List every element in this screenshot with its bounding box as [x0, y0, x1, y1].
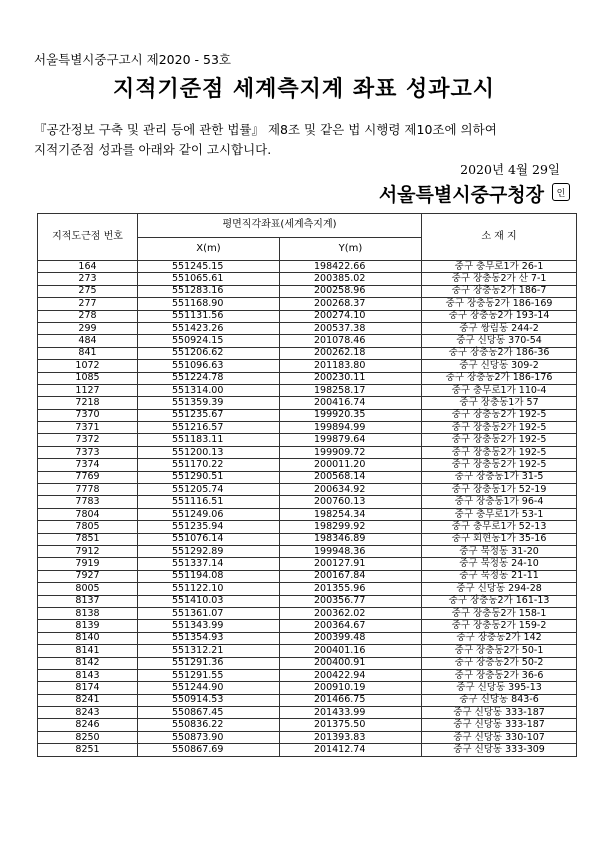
x-coordinate-cell: 551200.13 — [138, 446, 280, 458]
table-row — [38, 459, 577, 471]
location-cell: 중구 신당동 333-309 — [422, 744, 577, 756]
y-coordinate-cell: 200274.10 — [280, 310, 422, 322]
point-number-cell: 8141 — [38, 645, 138, 657]
x-coordinate-cell: 551312.21 — [138, 645, 280, 657]
x-coordinate-cell: 551410.03 — [138, 595, 280, 607]
table-row — [38, 570, 577, 582]
point-number-cell: 8140 — [38, 632, 138, 644]
table-row — [38, 360, 577, 372]
point-number-cell: 8137 — [38, 595, 138, 607]
point-number-cell: 8143 — [38, 669, 138, 681]
point-number-cell: 7927 — [38, 570, 138, 582]
point-number-cell: 164 — [38, 261, 138, 273]
table-row — [38, 335, 577, 347]
table-row — [38, 384, 577, 396]
location-cell: 중구 장충동2가 186-176 — [422, 372, 577, 384]
point-number-cell: 8243 — [38, 707, 138, 719]
table-row — [38, 285, 577, 297]
point-number-cell: 8246 — [38, 719, 138, 731]
y-coordinate-cell: 200760.13 — [280, 496, 422, 508]
location-cell: 중구 장충동2가 193-14 — [422, 310, 577, 322]
x-coordinate-cell: 551245.15 — [138, 261, 280, 273]
x-coordinate-cell: 551076.14 — [138, 533, 280, 545]
location-cell: 중구 장충동2가 50-2 — [422, 657, 577, 669]
table-row — [38, 261, 577, 273]
table-row — [38, 521, 577, 533]
location-cell: 중구 장충동2가 161-13 — [422, 595, 577, 607]
issuer-name: 서울특별시중구청장 — [378, 184, 544, 206]
x-coordinate-cell: 551206.62 — [138, 347, 280, 359]
y-coordinate-cell: 201355.96 — [280, 583, 422, 595]
point-number-cell: 7919 — [38, 558, 138, 570]
point-number-cell: 8251 — [38, 744, 138, 756]
y-coordinate-cell: 200910.19 — [280, 682, 422, 694]
point-number-cell: 7912 — [38, 545, 138, 557]
point-number-cell: 7783 — [38, 496, 138, 508]
table-row — [38, 595, 577, 607]
location-cell: 중구 신당동 330-107 — [422, 731, 577, 743]
x-coordinate-cell: 551291.55 — [138, 669, 280, 681]
point-number-cell: 7373 — [38, 446, 138, 458]
point-number-cell: 8174 — [38, 682, 138, 694]
y-coordinate-cell: 200167.84 — [280, 570, 422, 582]
header-location: 소 재 지 — [422, 214, 577, 261]
table-row — [38, 694, 577, 706]
point-number-cell: 7372 — [38, 434, 138, 446]
location-cell: 중구 장충동2가 192-5 — [422, 446, 577, 458]
location-cell: 중구 신당동 370-54 — [422, 335, 577, 347]
y-coordinate-cell: 201183.80 — [280, 360, 422, 372]
x-coordinate-cell: 551314.00 — [138, 384, 280, 396]
y-coordinate-cell: 200258.96 — [280, 285, 422, 297]
point-number-cell: 7851 — [38, 533, 138, 545]
x-coordinate-cell: 551291.36 — [138, 657, 280, 669]
table-row — [38, 731, 577, 743]
table-row — [38, 322, 577, 334]
table-row — [38, 273, 577, 285]
point-number-cell: 7370 — [38, 409, 138, 421]
table-row — [38, 484, 577, 496]
point-number-cell: 8250 — [38, 731, 138, 743]
point-number-cell: 1085 — [38, 372, 138, 384]
y-coordinate-cell: 200401.16 — [280, 645, 422, 657]
table-row — [38, 310, 577, 322]
x-coordinate-cell: 550867.45 — [138, 707, 280, 719]
x-coordinate-cell: 551361.07 — [138, 607, 280, 619]
point-number-cell: 8139 — [38, 620, 138, 632]
notice-date: 2020년 4월 29일 — [460, 162, 560, 177]
location-cell: 중구 장충동2가 192-5 — [422, 422, 577, 434]
y-coordinate-cell: 199948.36 — [280, 545, 422, 557]
location-cell: 중구 신당동 309-2 — [422, 360, 577, 372]
x-coordinate-cell: 551096.63 — [138, 360, 280, 372]
table-row — [38, 409, 577, 421]
x-coordinate-cell: 551216.57 — [138, 422, 280, 434]
point-number-cell: 275 — [38, 285, 138, 297]
y-coordinate-cell: 200634.92 — [280, 484, 422, 496]
y-coordinate-cell: 200399.48 — [280, 632, 422, 644]
x-coordinate-cell: 551168.90 — [138, 298, 280, 310]
point-number-cell: 7769 — [38, 471, 138, 483]
y-coordinate-cell: 198299.92 — [280, 521, 422, 533]
location-cell: 중구 장충동1가 57 — [422, 397, 577, 409]
y-coordinate-cell: 200268.37 — [280, 298, 422, 310]
table-row — [38, 496, 577, 508]
control-point-table — [37, 213, 577, 757]
x-coordinate-cell: 550924.15 — [138, 335, 280, 347]
notice-number: 서울특별시중구고시 제2020 - 53호 — [34, 52, 231, 67]
notice-body — [34, 120, 594, 160]
location-cell: 중구 묵정동 24-10 — [422, 558, 577, 570]
table-row — [38, 632, 577, 644]
x-coordinate-cell: 551122.10 — [138, 583, 280, 595]
table-row — [38, 347, 577, 359]
y-coordinate-cell: 200422.94 — [280, 669, 422, 681]
y-coordinate-cell: 200230.11 — [280, 372, 422, 384]
location-cell: 중구 묵정동 21-11 — [422, 570, 577, 582]
location-cell: 중구 장충동2가 158-1 — [422, 607, 577, 619]
table-row — [38, 719, 577, 731]
x-coordinate-cell: 551423.26 — [138, 322, 280, 334]
location-cell: 중구 신당동 294-28 — [422, 583, 577, 595]
location-cell: 중구 묵정동 31-20 — [422, 545, 577, 557]
x-coordinate-cell: 551205.74 — [138, 484, 280, 496]
point-number-cell: 841 — [38, 347, 138, 359]
location-cell: 중구 장충동2가 36-6 — [422, 669, 577, 681]
x-coordinate-cell: 551170.22 — [138, 459, 280, 471]
x-coordinate-cell: 551359.39 — [138, 397, 280, 409]
location-cell: 중구 충무로1가 26-1 — [422, 261, 577, 273]
table-row — [38, 372, 577, 384]
x-coordinate-cell: 551290.51 — [138, 471, 280, 483]
point-number-cell: 7374 — [38, 459, 138, 471]
point-number-cell: 7778 — [38, 484, 138, 496]
y-coordinate-cell: 200356.77 — [280, 595, 422, 607]
x-coordinate-cell: 550873.90 — [138, 731, 280, 743]
table-row — [38, 645, 577, 657]
table-row — [38, 298, 577, 310]
location-cell: 중구 장충동2가 192-5 — [422, 459, 577, 471]
table-row — [38, 744, 577, 756]
notice-body-line-2: 지적기준점 성과를 아래와 같이 고시합니다. — [34, 142, 272, 157]
x-coordinate-cell: 551131.56 — [138, 310, 280, 322]
point-number-cell: 299 — [38, 322, 138, 334]
y-coordinate-cell: 201466.75 — [280, 694, 422, 706]
x-coordinate-cell: 551235.94 — [138, 521, 280, 533]
table-row — [38, 533, 577, 545]
y-coordinate-cell: 198346.89 — [280, 533, 422, 545]
header-coordinates: 평면직각좌표(세계측지계) — [138, 214, 422, 238]
y-coordinate-cell: 199894.99 — [280, 422, 422, 434]
y-coordinate-cell: 201433.99 — [280, 707, 422, 719]
x-coordinate-cell: 551183.11 — [138, 434, 280, 446]
y-coordinate-cell: 198422.66 — [280, 261, 422, 273]
point-number-cell: 1127 — [38, 384, 138, 396]
table-row — [38, 669, 577, 681]
y-coordinate-cell: 200568.14 — [280, 471, 422, 483]
point-number-cell: 277 — [38, 298, 138, 310]
y-coordinate-cell: 200362.02 — [280, 607, 422, 619]
point-number-cell: 1072 — [38, 360, 138, 372]
location-cell: 중구 장충동1가 31-5 — [422, 471, 577, 483]
y-coordinate-cell: 198254.34 — [280, 508, 422, 520]
y-coordinate-cell: 201078.46 — [280, 335, 422, 347]
notice-body-line-1: 『공간정보 구축 및 관리 등에 관한 법률』 제8조 및 같은 법 시행령 제10조에 의하여 — [34, 122, 497, 137]
header-y: Y(m) — [280, 237, 422, 261]
x-coordinate-cell: 550836.22 — [138, 719, 280, 731]
x-coordinate-cell: 551337.14 — [138, 558, 280, 570]
y-coordinate-cell: 199879.64 — [280, 434, 422, 446]
location-cell: 중구 쌍림동 244-2 — [422, 322, 577, 334]
x-coordinate-cell: 551249.06 — [138, 508, 280, 520]
x-coordinate-cell: 551354.93 — [138, 632, 280, 644]
y-coordinate-cell: 200127.91 — [280, 558, 422, 570]
location-cell: 중구 충무로1가 110-4 — [422, 384, 577, 396]
location-cell: 중구 신당동 333-187 — [422, 707, 577, 719]
table-row — [38, 508, 577, 520]
header-x: X(m) — [138, 237, 280, 261]
location-cell: 중구 충무로1가 53-1 — [422, 508, 577, 520]
point-number-cell: 8142 — [38, 657, 138, 669]
location-cell: 중구 장충동2가 159-2 — [422, 620, 577, 632]
y-coordinate-cell: 198258.17 — [280, 384, 422, 396]
point-number-cell: 278 — [38, 310, 138, 322]
y-coordinate-cell: 200537.38 — [280, 322, 422, 334]
table-row — [38, 446, 577, 458]
location-cell: 중구 신당동 395-13 — [422, 682, 577, 694]
location-cell: 중구 장충동2가 186-7 — [422, 285, 577, 297]
point-number-cell: 7371 — [38, 422, 138, 434]
table-row — [38, 682, 577, 694]
x-coordinate-cell: 550914.53 — [138, 694, 280, 706]
location-cell: 중구 신당동 843-6 — [422, 694, 577, 706]
document-title: 지적기준점 세계측지계 좌표 성과고시 — [112, 77, 495, 102]
y-coordinate-cell: 200385.02 — [280, 273, 422, 285]
table-header-row — [38, 214, 577, 238]
point-number-cell: 484 — [38, 335, 138, 347]
location-cell: 중구 장충동2가 186-169 — [422, 298, 577, 310]
x-coordinate-cell: 551283.16 — [138, 285, 280, 297]
location-cell: 중구 장충동1가 52-19 — [422, 484, 577, 496]
table-row — [38, 707, 577, 719]
y-coordinate-cell: 200364.67 — [280, 620, 422, 632]
location-cell: 중구 신당동 333-187 — [422, 719, 577, 731]
table-row — [38, 657, 577, 669]
point-number-cell: 7804 — [38, 508, 138, 520]
x-coordinate-cell: 550867.69 — [138, 744, 280, 756]
x-coordinate-cell: 551244.90 — [138, 682, 280, 694]
table-row — [38, 583, 577, 595]
table-row — [38, 422, 577, 434]
y-coordinate-cell: 201412.74 — [280, 744, 422, 756]
table-row — [38, 434, 577, 446]
x-coordinate-cell: 551194.08 — [138, 570, 280, 582]
table-body — [38, 261, 577, 757]
y-coordinate-cell: 200011.20 — [280, 459, 422, 471]
x-coordinate-cell: 551292.89 — [138, 545, 280, 557]
location-cell: 중구 장충동2가 192-5 — [422, 409, 577, 421]
point-number-cell: 273 — [38, 273, 138, 285]
location-cell: 중구 장충동2가 50-1 — [422, 645, 577, 657]
point-number-cell: 7805 — [38, 521, 138, 533]
location-cell: 중구 충무로1가 52-13 — [422, 521, 577, 533]
point-number-cell: 8241 — [38, 694, 138, 706]
y-coordinate-cell: 200400.91 — [280, 657, 422, 669]
y-coordinate-cell: 200262.18 — [280, 347, 422, 359]
location-cell: 중구 회현동1가 35-16 — [422, 533, 577, 545]
table-row — [38, 607, 577, 619]
seal-stamp: 인 — [552, 183, 570, 201]
y-coordinate-cell: 201375.50 — [280, 719, 422, 731]
y-coordinate-cell: 199920.35 — [280, 409, 422, 421]
point-number-cell: 8138 — [38, 607, 138, 619]
table-row — [38, 558, 577, 570]
x-coordinate-cell: 551343.99 — [138, 620, 280, 632]
point-number-cell: 7218 — [38, 397, 138, 409]
y-coordinate-cell: 199909.72 — [280, 446, 422, 458]
table-row — [38, 397, 577, 409]
point-number-cell: 8005 — [38, 583, 138, 595]
table-row — [38, 620, 577, 632]
x-coordinate-cell: 551116.51 — [138, 496, 280, 508]
table-row — [38, 471, 577, 483]
x-coordinate-cell: 551235.67 — [138, 409, 280, 421]
location-cell: 중구 장충동1가 96-4 — [422, 496, 577, 508]
x-coordinate-cell: 551224.78 — [138, 372, 280, 384]
table-row — [38, 545, 577, 557]
location-cell: 중구 장충동2가 186-36 — [422, 347, 577, 359]
location-cell: 중구 장충동2가 142 — [422, 632, 577, 644]
y-coordinate-cell: 201393.83 — [280, 731, 422, 743]
header-point-number: 지적도근점 번호 — [38, 214, 138, 261]
location-cell: 중구 장충동2가 192-5 — [422, 434, 577, 446]
location-cell: 중구 장충동2가 산 7-1 — [422, 273, 577, 285]
y-coordinate-cell: 200416.74 — [280, 397, 422, 409]
x-coordinate-cell: 551065.61 — [138, 273, 280, 285]
